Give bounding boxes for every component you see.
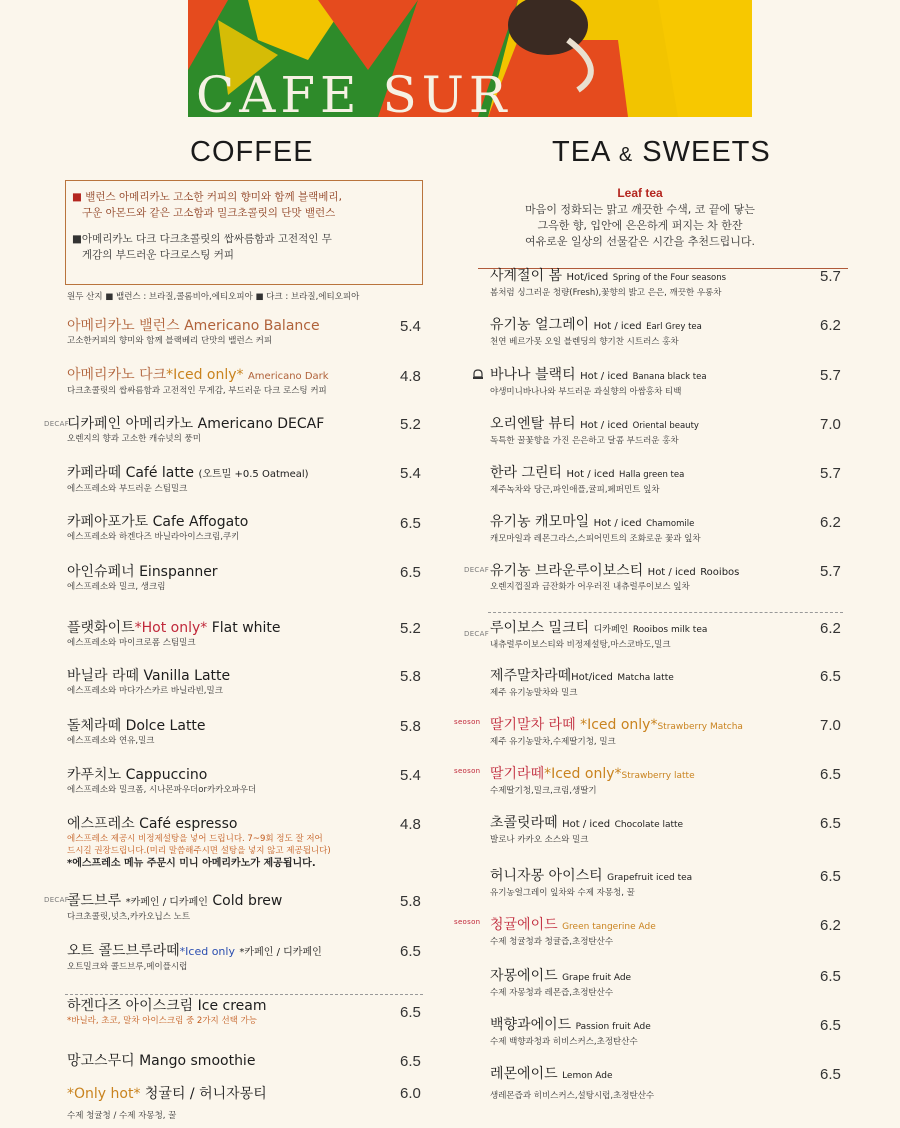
item-desc: 에스프레소와 마이크로폼 스팀밀크 bbox=[67, 638, 196, 648]
item-price: 6.5 bbox=[820, 766, 841, 783]
item-price: 5.7 bbox=[820, 268, 841, 285]
item-price: 4.8 bbox=[400, 816, 421, 833]
item-desc: 유기농얼그레이 잎차와 수제 자몽청, 꿀 bbox=[490, 888, 635, 898]
item-option-2: *카페인 / 디카페인 bbox=[239, 947, 322, 958]
item-name-kr: 카페아포가토 bbox=[67, 514, 149, 530]
item-price: 6.5 bbox=[400, 943, 421, 960]
item-name-kr: 유기농 캐모마일 bbox=[490, 514, 590, 530]
item-name-en: Ice cream bbox=[197, 998, 267, 1014]
item-temp: Hot/iced bbox=[571, 672, 613, 683]
item-price: 6.5 bbox=[820, 968, 841, 985]
item-temp: 디카페인 bbox=[593, 625, 629, 635]
brand-title: CAFE SUR bbox=[196, 66, 512, 117]
item-name-kr: 청귤티 / 허니자몽티 bbox=[144, 1086, 267, 1102]
notice-line-2: 구운 아몬드와 같은 고소함과 밀크초콜릿의 단맛 밸런스 bbox=[82, 207, 336, 219]
item-desc: 오트밀크와 콜드브루,메이플시럽 bbox=[67, 962, 188, 972]
item-price: 4.8 bbox=[400, 368, 421, 385]
menu-item-lemon-ade bbox=[490, 1066, 654, 1102]
item-desc: 에스프레소와 밀크폼, 시나몬파우더or카카오파우더 bbox=[67, 785, 257, 795]
menu-item-espresso bbox=[67, 816, 331, 870]
item-desc: 수제 청귤청 / 수제 자몽청, 꿀 bbox=[67, 1111, 177, 1121]
season-tag: seoson bbox=[454, 918, 481, 926]
menu-item-strawberry-matcha bbox=[490, 717, 743, 748]
item-desc: 제주 유기농말차와 밀크 bbox=[490, 688, 578, 698]
item-desc: 수제딸기청,밀크,크림,생딸기 bbox=[490, 786, 597, 796]
item-price: 5.7 bbox=[820, 563, 841, 580]
season-tag: seoson bbox=[454, 718, 481, 726]
item-name-en: Oriental beauty bbox=[632, 421, 699, 431]
item-desc: 에스프레소와 하겐다즈 바닐라아이스크림,쿠키 bbox=[67, 532, 240, 542]
item-name-kr: 루이보스 밀크티 bbox=[490, 620, 590, 636]
item-price: 6.5 bbox=[820, 1066, 841, 1083]
item-price: 5.4 bbox=[400, 767, 421, 784]
menu-item-strawberry-latte bbox=[490, 766, 695, 797]
item-name-en: Café latte bbox=[125, 465, 194, 481]
item-name-kr: 바나나 블랙티 bbox=[490, 367, 576, 383]
item-price: 6.2 bbox=[820, 620, 841, 637]
menu-item-cold-brew bbox=[67, 893, 282, 923]
item-name-kr: 카푸치노 bbox=[67, 767, 122, 783]
item-price: 6.5 bbox=[400, 564, 421, 581]
item-name-kr: 유기농 브라운루이보스티 bbox=[490, 563, 644, 579]
teabag-icon bbox=[472, 368, 484, 380]
menu-item-spring-tea bbox=[490, 268, 726, 299]
item-name-kr: 딸기라떼 bbox=[490, 766, 545, 782]
menu-item-americano-balance bbox=[67, 318, 320, 347]
menu-item-cappuccino bbox=[67, 767, 256, 796]
menu-item-brown-rooibos bbox=[490, 563, 739, 593]
item-price: 5.4 bbox=[400, 318, 421, 335]
item-option: *Iced only* bbox=[580, 717, 658, 733]
menu-item-ice-cream bbox=[67, 998, 267, 1027]
item-desc-1: 에스프레소 제공시 비정제설탕을 넣어 드립니다. 7~9회 정도 잘 저어 bbox=[67, 834, 323, 844]
item-price: 6.5 bbox=[400, 1004, 421, 1021]
item-desc: 생레몬즙과 히비스커스,설탕시럽,초정탄산수 bbox=[490, 1091, 655, 1101]
item-temp: Hot/iced bbox=[566, 272, 609, 283]
item-name-en: Americano Dark bbox=[247, 371, 329, 382]
item-name-kr: 청귤에이드 bbox=[490, 917, 558, 933]
menu-item-grapefruit-ade bbox=[490, 968, 631, 999]
item-price: 5.2 bbox=[400, 620, 421, 637]
item-price: 5.7 bbox=[820, 367, 841, 384]
cafe-banner bbox=[188, 0, 752, 117]
item-desc: 에스프레소와 연유,밀크 bbox=[67, 736, 155, 746]
item-name-kr: 한라 그린티 bbox=[490, 465, 563, 481]
item-name-kr: 유기농 얼그레이 bbox=[490, 317, 590, 333]
item-name-kr: 플랫화이트 bbox=[67, 620, 135, 636]
item-name-en: Flat white bbox=[211, 620, 281, 636]
item-option: *Iced only* bbox=[166, 367, 244, 383]
item-desc: 봄처럼 싱그러운 청량(Fresh),꽃향의 밝고 은은, 깨끗한 우롱차 bbox=[490, 288, 722, 298]
menu-item-americano-dark bbox=[67, 367, 329, 397]
decaf-tag: DECAF bbox=[44, 896, 70, 904]
item-name-kr: 제주말차라떼 bbox=[490, 668, 572, 684]
menu-item-halla-green-tea bbox=[490, 465, 684, 496]
item-desc: 수제 백향과청과 히비스커스,초정탄산수 bbox=[490, 1037, 638, 1047]
item-desc: 독특한 꿀꽃향을 가진 은은하고 달콤 부드러운 홍차 bbox=[490, 436, 679, 446]
item-name-en: Dolce Latte bbox=[125, 718, 206, 734]
item-name-en: Chamomile bbox=[646, 519, 695, 529]
item-name-en: Halla green tea bbox=[619, 470, 685, 480]
item-desc: 다크초콜릿의 쌉싸름함과 고전적인 무게감, 부드러운 다크 로스팅 커피 bbox=[67, 386, 327, 396]
season-tag: seoson bbox=[454, 767, 481, 775]
item-desc: 에스프레소와 밀크, 생크림 bbox=[67, 582, 166, 592]
leaf-tea-title: Leaf tea bbox=[617, 186, 663, 200]
menu-item-honey-grapefruit-iced-tea bbox=[490, 868, 692, 899]
item-name-kr: 딸기말차 라떼 bbox=[490, 717, 576, 733]
item-name-en: Café espresso bbox=[139, 816, 238, 832]
item-name-kr: 바닐라 라떼 bbox=[67, 668, 140, 684]
item-temp: Hot / iced bbox=[580, 420, 629, 431]
item-name-kr: 초콜릿라떼 bbox=[490, 815, 558, 831]
menu-item-mango-smoothie bbox=[67, 1053, 255, 1070]
item-desc-2: 드시길 권장드립니다.(미리 말씀해주시면 설탕을 넣지 않고 제공됩니다) bbox=[67, 846, 331, 856]
menu-item-citrus-tea bbox=[67, 1086, 267, 1122]
item-price: 7.0 bbox=[820, 717, 841, 734]
menu-item-affogato bbox=[67, 514, 248, 543]
item-desc: 발로나 카카오 소스와 밀크 bbox=[490, 835, 589, 845]
menu-item-americano-decaf bbox=[67, 416, 324, 445]
menu-item-dolce-latte bbox=[67, 718, 206, 747]
item-name-en: Rooibos milk tea bbox=[632, 625, 708, 635]
item-option: *Iced only bbox=[179, 945, 235, 958]
item-name-en: Earl Grey tea bbox=[646, 322, 702, 332]
item-option: *Only hot* bbox=[67, 1086, 141, 1102]
item-desc: 고소한커피의 향미와 함께 블랙베리 단맛의 밸런스 커피 bbox=[67, 336, 273, 346]
menu-item-chocolate-latte bbox=[490, 815, 683, 846]
item-price: 6.5 bbox=[400, 515, 421, 532]
item-desc: 내츄럴루이보스티와 비정제설탕,마스코바도,밀크 bbox=[490, 640, 671, 650]
item-price: 6.2 bbox=[820, 917, 841, 934]
item-price: 5.8 bbox=[400, 893, 421, 910]
item-name-kr: 레몬에이드 bbox=[490, 1066, 558, 1082]
item-name-en: Americano Balance bbox=[184, 318, 320, 334]
item-name-en: Cafe Affogato bbox=[152, 514, 249, 530]
item-name-en: Matcha latte bbox=[617, 673, 674, 683]
item-price: 6.5 bbox=[820, 815, 841, 832]
notice-line-3: 아메리카노 다크 다크초콜릿의 쌉싸름함과 고전적인 무 bbox=[81, 233, 332, 245]
item-temp: Hot / iced bbox=[580, 371, 629, 382]
item-name-kr: 오트 콜드브루라떼 bbox=[67, 943, 180, 959]
item-temp: Hot / iced bbox=[566, 469, 615, 480]
item-name-kr: 에스프레소 bbox=[67, 816, 135, 832]
item-temp: Hot / iced bbox=[647, 567, 696, 578]
item-option: *Hot only* bbox=[134, 620, 208, 636]
item-price: 6.5 bbox=[820, 1017, 841, 1034]
item-name-kr: 오리엔탈 뷰티 bbox=[490, 416, 576, 432]
item-desc: 오렌지껍질과 금잔화가 어우러진 내츄럴루이보스 잎차 bbox=[490, 582, 690, 592]
leaf-tea-intro bbox=[460, 186, 820, 250]
item-price: 5.8 bbox=[400, 668, 421, 685]
amp: & bbox=[618, 144, 634, 166]
item-name-kr: 카페라떼 bbox=[67, 465, 122, 481]
item-desc: 제주녹차와 당근,파인애플,귤피,페퍼민트 잎차 bbox=[490, 485, 660, 495]
item-price: 5.2 bbox=[400, 416, 421, 433]
item-name-kr: 콜드브루 bbox=[67, 893, 122, 909]
coffee-divider bbox=[65, 994, 423, 995]
notice-line-4: 게감의 부드러운 다크로스팅 커피 bbox=[82, 249, 235, 261]
item-name-kr: 망고스무디 bbox=[67, 1053, 135, 1069]
leaf-tea-line-2: 그윽한 향, 입안에 은은하게 퍼지는 차 한잔 bbox=[537, 219, 743, 232]
item-price: 6.5 bbox=[820, 868, 841, 885]
menu-item-jeju-matcha-latte bbox=[490, 668, 674, 699]
item-name-en: Rooibos bbox=[700, 567, 740, 578]
item-name-en: Grapefruit iced tea bbox=[607, 873, 693, 883]
item-name-en: Vanilla Latte bbox=[143, 668, 231, 684]
item-name-en: Grape fruit Ade bbox=[562, 973, 632, 983]
item-temp: Hot / iced bbox=[562, 819, 611, 830]
menu-item-green-tangerine-ade bbox=[490, 917, 656, 948]
menu-item-flat-white bbox=[67, 620, 281, 649]
item-option: *Iced only* bbox=[544, 766, 622, 782]
menu-item-einspanner bbox=[67, 564, 218, 593]
item-name-kr: 자몽에이드 bbox=[490, 968, 558, 984]
tea-sweets-heading bbox=[552, 136, 771, 169]
item-name-kr: 디카페인 아메리카노 bbox=[67, 416, 194, 432]
item-name-en: Americano DECAF bbox=[197, 416, 325, 432]
item-desc: 제주 유기농말차,수제딸기청, 밀크 bbox=[490, 737, 616, 747]
menu-item-chamomile bbox=[490, 514, 701, 545]
bean-origin: 원두 산지 ■ 밸런스 : 브라질,콜롬비아,에티오피아 ■ 다크 : 브라질,에티오피아 bbox=[67, 292, 360, 302]
item-desc: 에스프레소와 마다가스카르 바닐라빈,밀크 bbox=[67, 686, 223, 696]
item-name-en: Green tangerine Ade bbox=[562, 922, 656, 932]
sweets-word: SWEETS bbox=[642, 136, 771, 168]
item-temp: Hot / iced bbox=[593, 518, 642, 529]
item-price: 5.7 bbox=[820, 465, 841, 482]
menu-item-banana-black-tea bbox=[490, 367, 707, 398]
decaf-tag: DECAF bbox=[464, 630, 490, 638]
item-name-en: Cold brew bbox=[212, 893, 283, 909]
item-name-kr: 돌체라떼 bbox=[67, 718, 122, 734]
item-price: 5.8 bbox=[400, 718, 421, 735]
item-name-kr: 허니자몽 아이스티 bbox=[490, 868, 603, 884]
item-option: *카페인 / 디카페인 bbox=[125, 897, 208, 908]
menu-item-cafe-latte bbox=[67, 465, 309, 495]
item-name-kr: 하겐다즈 아이스크림 bbox=[67, 998, 194, 1014]
item-desc: 캐모마일과 레몬그라스,스피어민트의 조화로운 꽃과 잎차 bbox=[490, 534, 701, 544]
item-name-en: Strawberry Matcha bbox=[657, 722, 743, 732]
item-name-en: Banana black tea bbox=[632, 372, 707, 382]
menu-item-oat-cold-brew-latte bbox=[67, 943, 322, 973]
item-name-en: Lemon Ade bbox=[562, 1071, 613, 1081]
item-price: 6.0 bbox=[400, 1085, 421, 1102]
item-desc: 오렌지의 향과 고소한 캐슈넛의 풍미 bbox=[67, 434, 201, 444]
menu-item-rooibos-milk-tea bbox=[490, 620, 707, 651]
decaf-tag: DECAF bbox=[464, 566, 490, 574]
item-name-en: Strawberry latte bbox=[621, 771, 695, 781]
item-price: 6.2 bbox=[820, 317, 841, 334]
tea-divider-middle bbox=[488, 612, 843, 613]
menu-item-earl-grey bbox=[490, 317, 702, 348]
tea-word: TEA bbox=[552, 136, 610, 168]
item-name-en: Spring of the Four seasons bbox=[612, 273, 727, 283]
item-option: (오트밀 +0.5 Oatmeal) bbox=[198, 469, 309, 480]
item-name-kr: 아인슈페너 bbox=[67, 564, 135, 580]
menu-item-oriental-beauty bbox=[490, 416, 699, 447]
leaf-tea-line-1: 마음이 정화되는 맑고 깨끗한 수색, 코 끝에 닿는 bbox=[525, 203, 755, 216]
coffee-notice-box: ■ 밸런스 아메리카노 고소한 커피의 향미와 함께 블랙베리, 구운 아몬드와 같은 고소함과 밀크초콜릿의 단맛 밸런스 ■아메리카노 다크 다크초콜릿의 쌉싸름함과 고전적인 무 게감의 부드러운 다크로스팅 커피 bbox=[65, 180, 423, 285]
menu-item-vanilla-latte bbox=[67, 668, 230, 697]
item-name-kr: 아메리카노 밸런스 bbox=[67, 318, 180, 334]
decaf-tag: DECAF bbox=[44, 420, 70, 428]
item-desc: 다크초콜릿,넛츠,카카오닙스 노트 bbox=[67, 912, 191, 922]
leaf-tea-line-3: 여유로운 일상의 선물같은 시간을 추천드립니다. bbox=[524, 235, 755, 248]
item-desc: *바닐라, 초코, 말차 아이스크림 중 2가지 선택 가능 bbox=[67, 1016, 257, 1026]
item-name-kr: 백향과에이드 bbox=[490, 1017, 572, 1033]
item-desc: 수제 자몽청과 레몬즙,초정탄산수 bbox=[490, 988, 614, 998]
item-temp: Hot / iced bbox=[593, 321, 642, 332]
item-name-en: Cappuccino bbox=[125, 767, 208, 783]
menu-item-passion-fruit-ade bbox=[490, 1017, 651, 1048]
item-price: 6.5 bbox=[400, 1053, 421, 1070]
item-name-en: Mango smoothie bbox=[139, 1053, 256, 1069]
item-name-kr: 아메리카노 다크 bbox=[67, 367, 167, 383]
item-desc: 야생미니바나나와 부드러운 과실향의 아쌈홍차 티백 bbox=[490, 387, 682, 397]
item-desc: 수제 청귤청과 청귤즙,초정탄산수 bbox=[490, 937, 614, 947]
item-name-en: Passion fruit Ade bbox=[575, 1022, 651, 1032]
item-name-en: Chocolate latte bbox=[614, 820, 684, 830]
coffee-heading: COFFEE bbox=[190, 136, 314, 168]
item-desc: 천연 베르가못 오일 블렌딩의 향기찬 시트러스 홍차 bbox=[490, 337, 679, 347]
item-desc-3: *에스프레소 메뉴 주문시 미니 아메리카노가 제공됩니다. bbox=[67, 858, 316, 869]
item-name-kr: 사계절이 봄 bbox=[490, 268, 563, 284]
item-name-en: Einspanner bbox=[139, 564, 218, 580]
item-price: 7.0 bbox=[820, 416, 841, 433]
item-desc: 에스프레소와 부드러운 스팀밀크 bbox=[67, 484, 188, 494]
item-price: 6.5 bbox=[820, 668, 841, 685]
notice-line-1: 밸런스 아메리카노 고소한 커피의 향미와 함께 블랙베리, bbox=[85, 191, 342, 203]
item-price: 5.4 bbox=[400, 465, 421, 482]
item-price: 6.2 bbox=[820, 514, 841, 531]
